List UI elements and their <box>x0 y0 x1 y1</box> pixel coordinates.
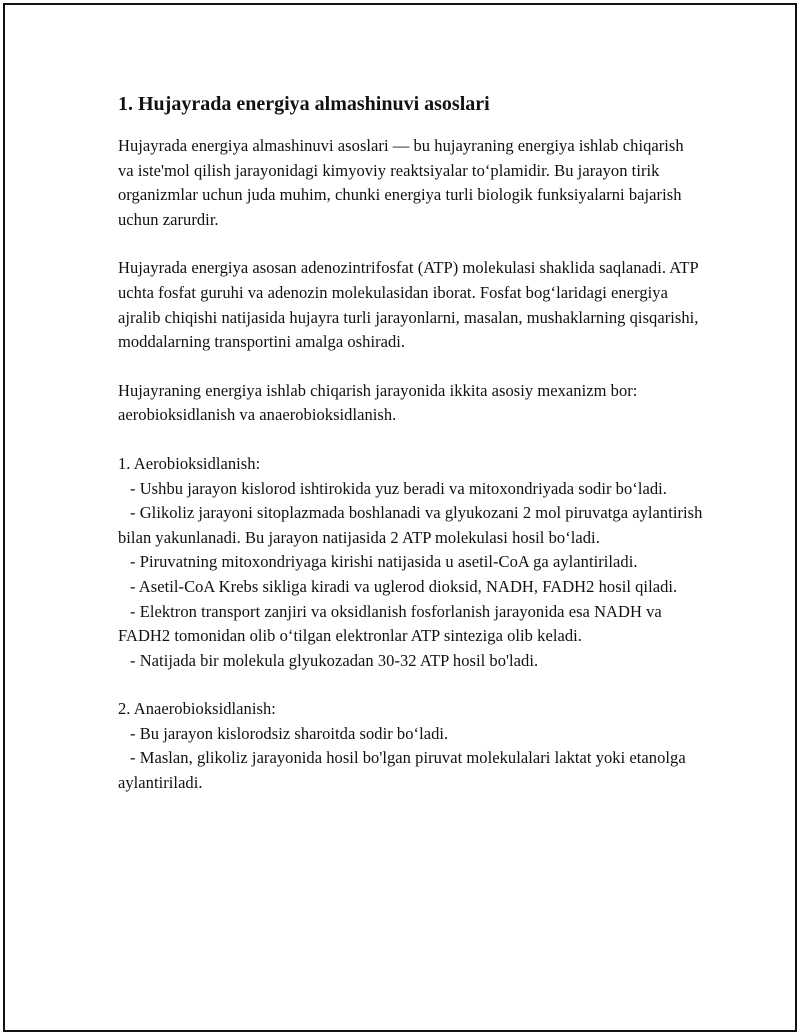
aerobic-item: - Asetil-CoA Krebs sikliga kiradi va uglerod dioksid, NADH, FADH2 hosil qiladi. <box>130 576 678 596</box>
atp-paragraph: Hujayrada energiya asosan adenozintrifosfat (ATP) molekulasi shaklida saqlanadi. ATP uchta fosfat guruhi va adenozin molekulasidan iborat. Fosfat bog‘laridagi energiya ajralib chiqishi natijasida hujayra turli jarayonlarni, masalan, mushaklarning qisqarishi, moddalarning transportini amalga oshiradi. <box>118 258 699 352</box>
document-title: 1. Hujayrada energiya almashinuvi asoslari <box>118 93 490 115</box>
aerobic-heading: 1. Aerobioksidlanish: <box>118 453 261 473</box>
intro-paragraph: Hujayrada energiya almashinuvi asoslari — bu hujayraning energiya ishlab chiqarish va iste'mol qilish jarayonidagi kimyoviy reaktsiyalar to‘plamidir. Bu jarayon tirik organizmlar uchun juda muhim, chunki energiya turli biologik funksiyalarni bajarish uchun zarurdir. <box>118 136 684 229</box>
document-body <box>118 90 703 820</box>
mechanisms-paragraph: Hujayraning energiya ishlab chiqarish jarayonida ikkita asosiy mexanizm bor: aerobioksidlanish va anaerobioksidlanish. <box>118 380 638 425</box>
aerobic-item: - Piruvatning mitoxondriyaga kirishi natijasida u asetil-CoA ga aylantiriladi. <box>130 552 638 572</box>
aerobic-item: - Glikoliz jarayoni sitoplazmada boshlanadi va glyukozani 2 mol piruvatga aylantirish bilan yakunlanadi. Bu jarayon natijasida 2 ATP molekulasi hosil bo‘ladi. <box>118 503 703 547</box>
anaerobic-heading: 2. Anaerobioksidlanish: <box>118 699 276 719</box>
aerobic-section <box>118 452 703 673</box>
aerobic-item: - Ushbu jarayon kislorod ishtirokida yuz beradi va mitoxondriyada sodir bo‘ladi. <box>130 478 667 498</box>
anaerobic-item: - Maslan, glikoliz jarayonida hosil bo'lgan piruvat molekulalari laktat yoki etanolga aylantiriladi. <box>118 748 686 793</box>
aerobic-item: - Elektron transport zanjiri va oksidlanish fosforlanish jarayonida esa NADH va FADH2 tomonidan olib o‘tilgan elektronlar ATP sinteziga olib keladi. <box>118 601 662 646</box>
aerobic-item: - Natijada bir molekula glyukozadan 30-32 ATP hosil bo'ladi. <box>130 650 539 670</box>
anaerobic-item: - Bu jarayon kislorodsiz sharoitda sodir bo‘ladi. <box>130 723 449 743</box>
anaerobic-section <box>118 697 703 795</box>
